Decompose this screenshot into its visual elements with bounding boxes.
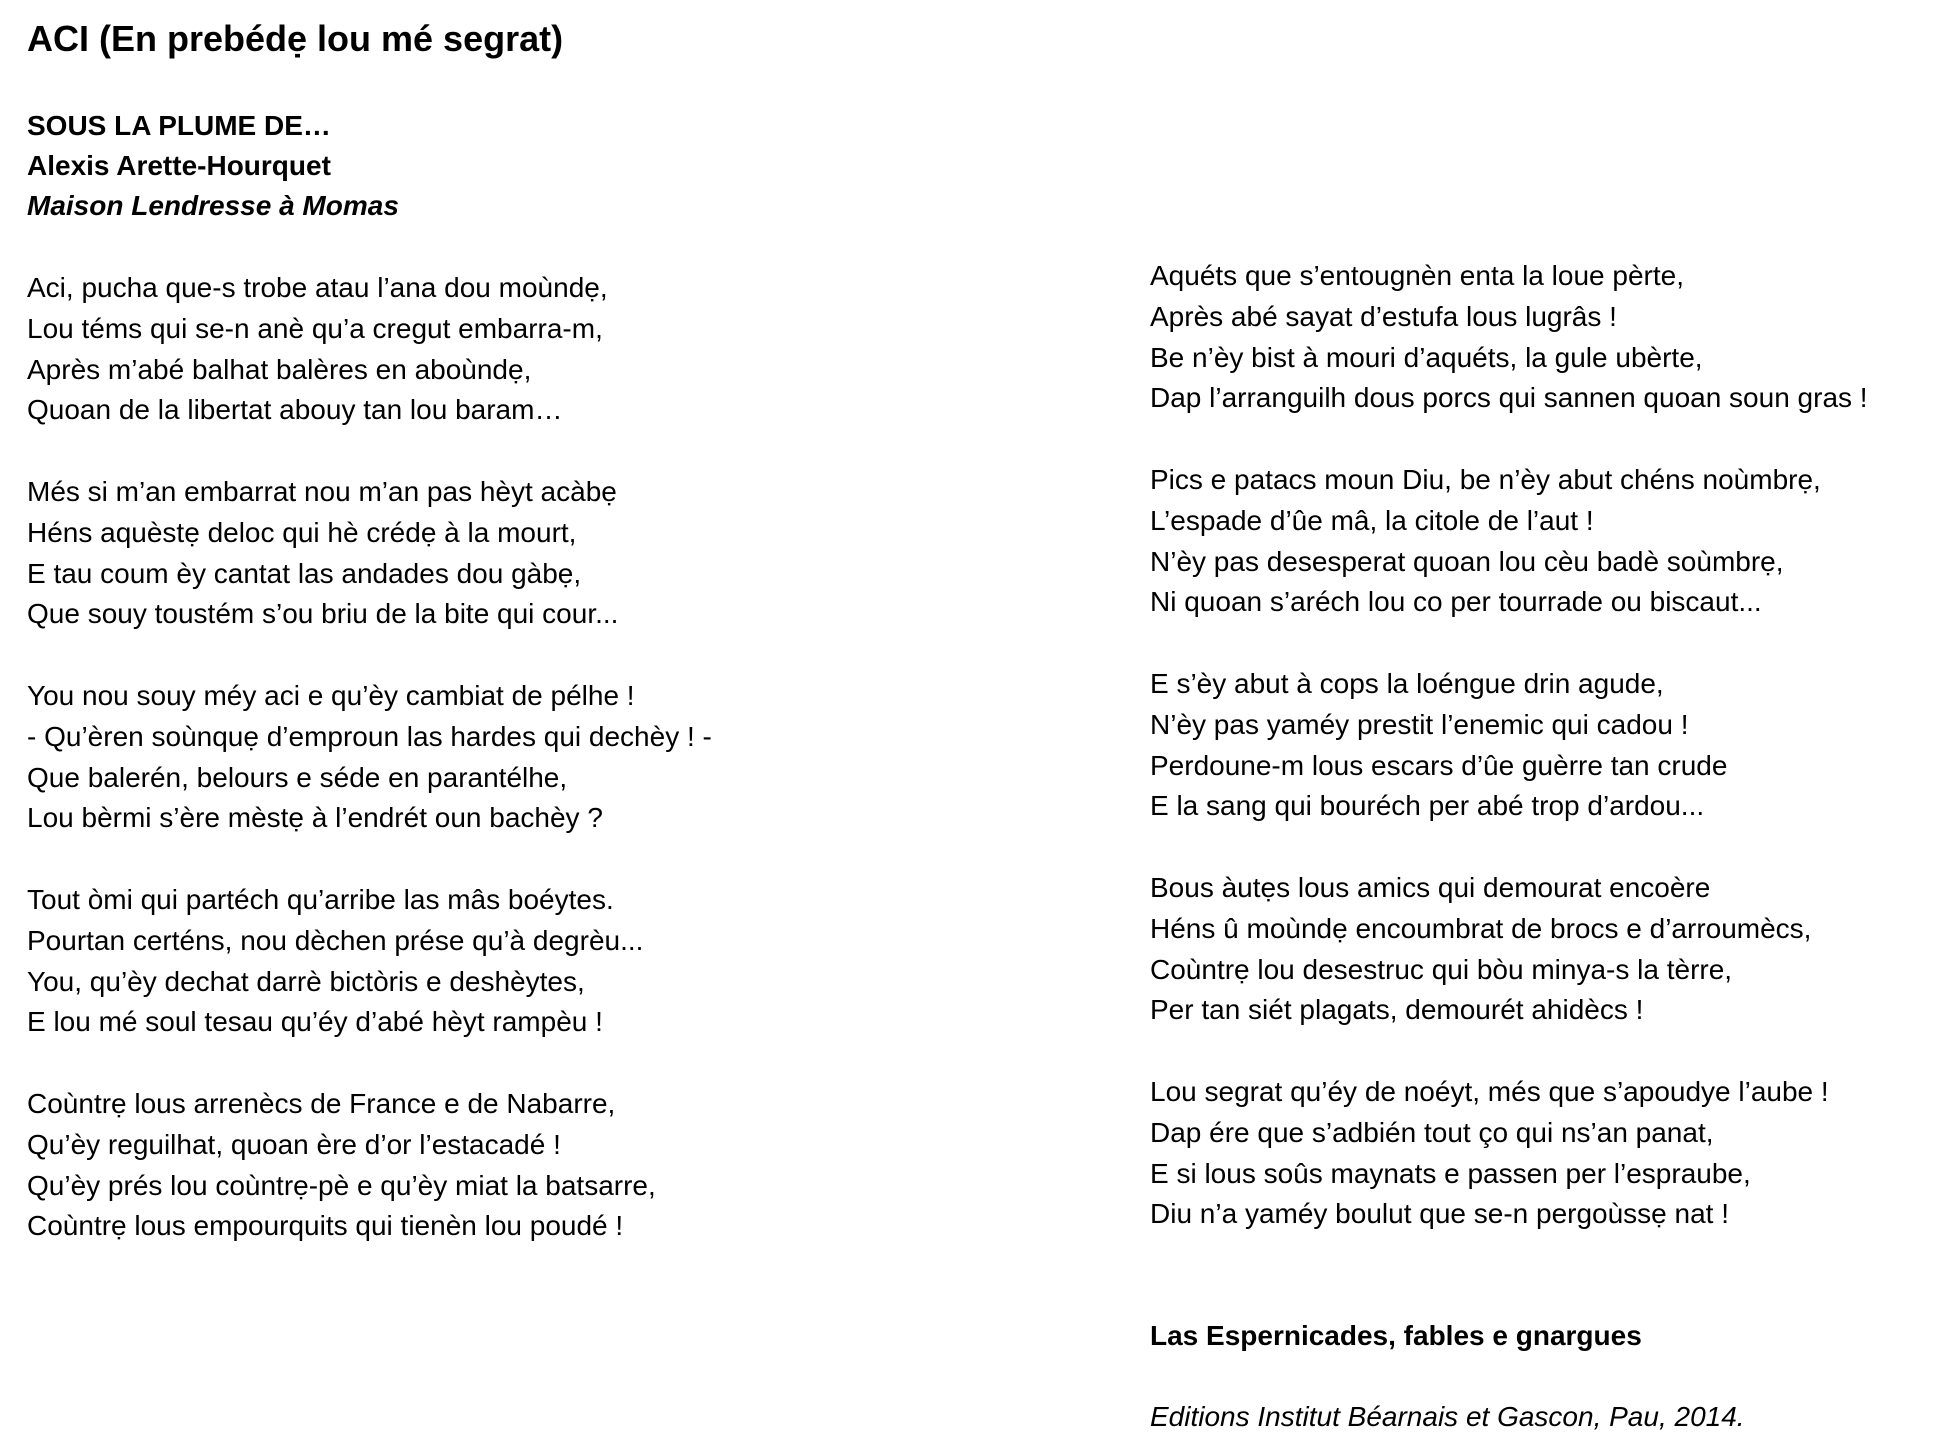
poem-line: Quoan de la libertat abouy tan lou baram… [27, 394, 563, 426]
poem-line: Après abé sayat d’estufa lous lugrâs ! [1150, 300, 1617, 332]
poem-title: ACI (En prebédẹ lou mé segrat) [27, 18, 564, 59]
poem-line: Héns aquèstẹ deloc qui hè crédẹ à la mourt, [27, 516, 577, 548]
poem-line: E s’èy abut à cops la loéngue drin agude, [1150, 667, 1664, 699]
author-name: Alexis Arette-Hourquet [27, 150, 331, 181]
stanza [1150, 868, 1868, 1031]
book-title: Las Espernicades, fables e gnargues [1150, 1320, 1642, 1351]
stanza [27, 676, 712, 839]
poem-line: E si lous soûs maynats e passen per l’espraube, [1150, 1157, 1751, 1189]
poem-line: Coùntrẹ lou desestruc qui bòu minya-s la tèrre, [1150, 953, 1733, 985]
poem-line: N’èy pas yaméy prestit l’enemic qui cadou ! [1150, 708, 1689, 740]
right-column [1150, 256, 1868, 1276]
poem-line: E tau coum èy cantat las andades dou gàbẹ, [27, 557, 582, 589]
poem-line: Dap l’arranguilh dous porcs qui sannen quoan soun gras ! [1150, 382, 1868, 414]
poem-line: Coùntrẹ lous empourquits qui tienèn lou poudé ! [27, 1210, 624, 1242]
poem-line: Coùntrẹ lous arrenècs de France e de Nabarre, [27, 1087, 616, 1119]
poem-line: Aquéts que s’entougnèn enta la loue pèrte, [1150, 260, 1684, 291]
poem-line: Tout òmi qui partéch qu’arribe las mâs boéytes. [27, 883, 614, 915]
poem-line: Aci, pucha que-s trobe atau l’ana dou moùndẹ, [27, 272, 608, 303]
poem-line: You, qu’èy dechat darrè bictòris e deshèytes, [27, 965, 585, 997]
stanza [1150, 460, 1868, 623]
poem-line: N’èy pas desesperat quoan lou cèu badè soùmbrẹ, [1150, 545, 1784, 577]
poem-line: E la sang qui bouréch per abé trop d’ardou... [1150, 790, 1705, 822]
poem-line: Diu n’a yaméy boulut que se-n pergoùssẹ nat ! [1150, 1198, 1730, 1230]
stanza [1150, 256, 1868, 419]
poem-line: Perdoune-m lous escars d’ûe guèrre tan crude [1150, 749, 1728, 781]
poem-line: Per tan siét plagats, demourét ahidècs ! [1150, 994, 1644, 1026]
poem-line: Que balerén, belours e séde en parantélhe, [27, 761, 568, 793]
stanza [27, 472, 712, 635]
poem-line: Dap ére que s’adbién tout ço qui ns’an panat, [1150, 1116, 1714, 1148]
poem-line: Lou segrat qu’éy de noéyt, més que s’apoudye l’aube ! [1150, 1075, 1829, 1107]
stanza [27, 880, 712, 1043]
poem-line: Pics e patacs moun Diu, be n’èy abut chéns noùmbrẹ, [1150, 463, 1821, 495]
poem-line: Més si m’an embarrat nou m’an pas hèyt acàbẹ [27, 475, 617, 507]
poem-line: Lou téms qui se-n anè qu’a cregut embarra-m, [27, 312, 603, 344]
poem-line: Qu’èy prés lou coùntrẹ-pè e qu’èy miat la batsarre, [27, 1169, 656, 1201]
stanza [27, 1084, 712, 1247]
stanza [1150, 1072, 1868, 1235]
poem-line: Qu’èy reguilhat, quoan ère d’or l’estacadé ! [27, 1128, 561, 1160]
poem-line: Après m’abé balhat balères en aboùndẹ, [27, 353, 532, 385]
poem-line: E lou mé soul tesau qu’éy d’abé hèyt rampèu ! [27, 1006, 603, 1038]
poem-line: You nou souy méy aci e qu’èy cambiat de pélhe ! [27, 679, 635, 711]
section-label: SOUS LA PLUME DE… [27, 110, 331, 141]
author-place: Maison Lendresse à Momas [27, 190, 399, 221]
left-column [27, 268, 712, 1288]
stanza [1150, 664, 1868, 827]
poem-line: Lou bèrmi s’ère mèstẹ à l’endrét oun bachèy ? [27, 802, 603, 834]
poem-line: - Qu’èren soùnquẹ d’emproun las hardes qui dechèy ! - [27, 720, 712, 752]
poem-line: Bous àutẹs lous amics qui demourat encoère [1150, 871, 1711, 903]
poem-line: Ni quoan s’aréch lou co per tourrade ou biscaut... [1150, 586, 1762, 618]
poem-line: Héns û moùndẹ encoumbrat de brocs e d’arroumècs, [1150, 912, 1812, 944]
poem-line: Be n’èy bist à mouri d’aquéts, la gule ubèrte, [1150, 341, 1703, 373]
header-block [27, 106, 399, 226]
stanza [27, 268, 712, 431]
publisher-info: Editions Institut Béarnais et Gascon, Pau, 2014. [1150, 1401, 1745, 1432]
poem-line: Que souy toustém s’ou briu de la bite qui cour... [27, 598, 619, 630]
poem-line: Pourtan certéns, nou dèchen prése qu’à degrèu... [27, 924, 644, 956]
poem-line: L’espade d’ûe mâ, la citole de l’aut ! [1150, 504, 1594, 536]
